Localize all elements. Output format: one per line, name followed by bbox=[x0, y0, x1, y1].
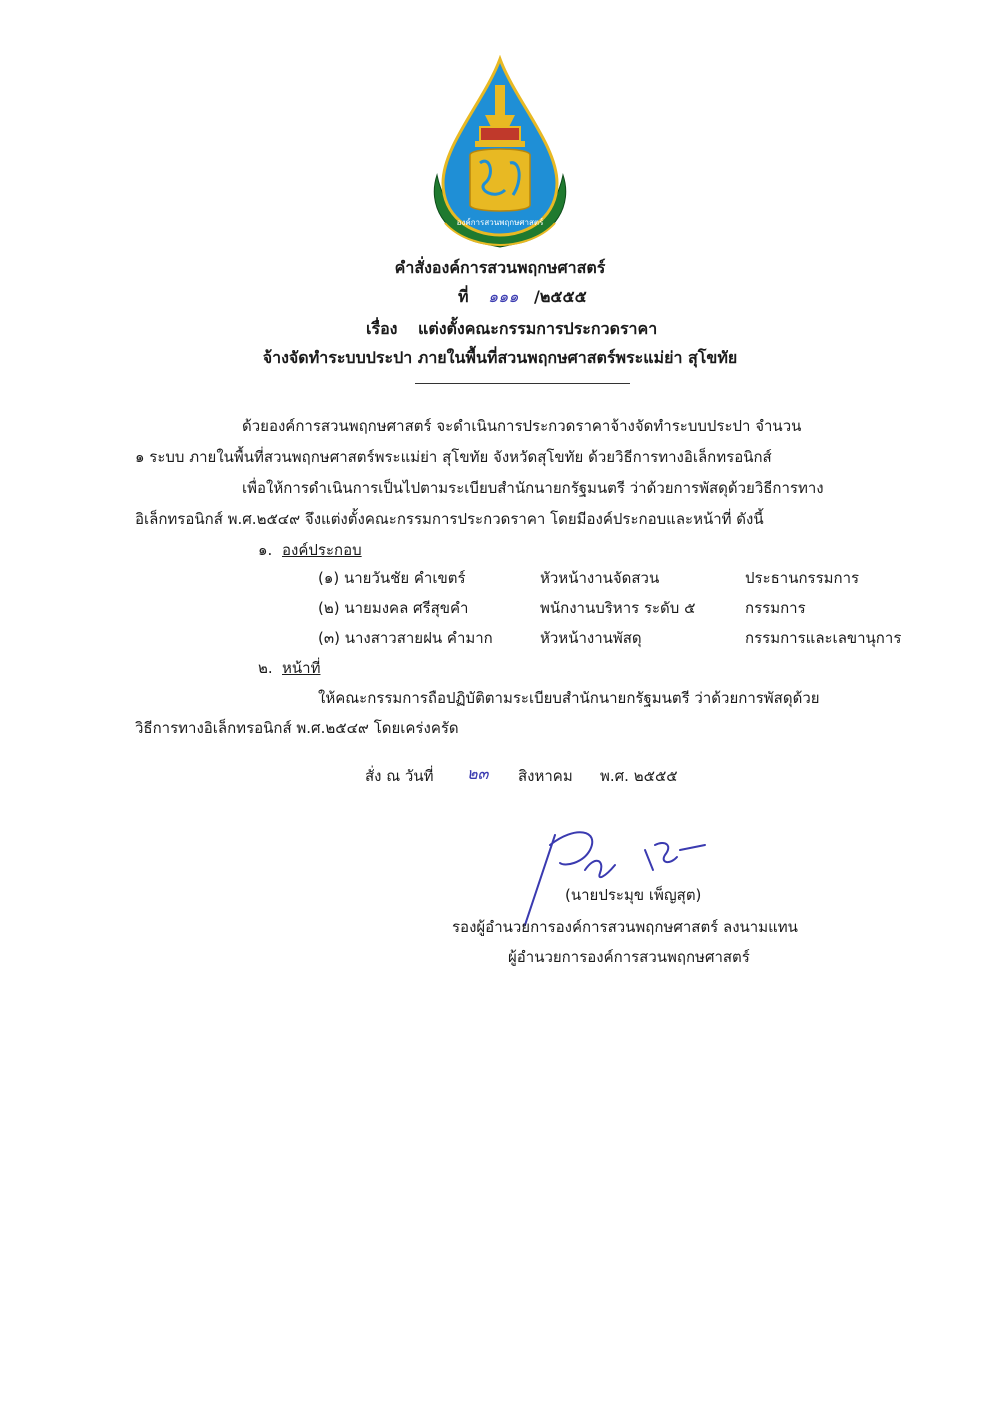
order-number-handwritten: ๑๑๑ bbox=[488, 287, 519, 306]
organization-logo bbox=[425, 55, 575, 250]
section-1-title: องค์ประกอบ bbox=[282, 541, 362, 559]
subject-line-2: จ้างจัดทำระบบประปา ภายในพื้นที่สวนพฤกษศาสตร์พระแม่ย่า สุโขทัย bbox=[262, 348, 738, 367]
signer-name: (นายประมุข เพ็ญสุต) bbox=[565, 886, 702, 904]
order-number-year: /๒๕๕๕ bbox=[534, 287, 587, 306]
member-3-name: (๓) นางสาวสายฝน คำมาก bbox=[318, 629, 493, 647]
logo-ring-text: องค์การสวนพฤกษศาสตร์ bbox=[456, 218, 544, 227]
duty-line-1: ให้คณะกรรมการถือปฏิบัติตามระเบียบสำนักนายกรัฐมนตรี ว่าด้วยการพัสดุด้วย bbox=[318, 689, 820, 707]
member-2-name: (๒) นายมงคล ศรีสุขคำ bbox=[318, 599, 469, 617]
member-2-position: พนักงานบริหาร ระดับ ๕ bbox=[540, 599, 696, 617]
signer-title-line-2: ผู้อำนวยการองค์การสวนพฤกษศาสตร์ bbox=[508, 948, 750, 966]
date-day-handwritten: ๒๓ bbox=[467, 764, 489, 783]
member-1-position: หัวหน้างานจัดสวน bbox=[540, 569, 660, 587]
order-number-prefix: ที่ bbox=[458, 287, 469, 306]
subject-label: เรื่อง bbox=[366, 319, 398, 338]
duty-line-2: วิธีการทางอิเล็กทรอนิกส์ พ.ศ.๒๕๔๙ โดยเคร่งครัด bbox=[135, 719, 459, 737]
member-3-role: กรรมการและเลขานุการ bbox=[745, 629, 902, 647]
member-2-role: กรรมการ bbox=[745, 599, 806, 617]
section-1-number: ๑. bbox=[258, 541, 273, 559]
order-title: คำสั่งองค์การสวนพฤกษศาสตร์ bbox=[394, 258, 606, 277]
paragraph-2-line-2: อิเล็กทรอนิกส์ พ.ศ.๒๕๔๙ จึงแต่งตั้งคณะกรรมการประกวดราคา โดยมีองค์ประกอบและหน้าที่ ดังนี้ bbox=[135, 510, 764, 528]
paragraph-2-line-1: เพื่อให้การดำเนินการเป็นไปตามระเบียบสำนักนายกรัฐมนตรี ว่าด้วยการพัสดุด้วยวิธีการทาง bbox=[242, 479, 824, 497]
paragraph-1-line-2: ๑ ระบบ ภายในพื้นที่สวนพฤกษศาสตร์พระแม่ย่า สุโขทัย จังหวัดสุโขทัย ด้วยวิธีการทางอิเล็กทรอนิกส์ bbox=[135, 448, 772, 466]
date-month: สิงหาคม bbox=[518, 767, 573, 785]
member-3-position: หัวหน้างานพัสดุ bbox=[540, 629, 642, 647]
paragraph-1-line-1: ด้วยองค์การสวนพฤกษศาสตร์ จะดำเนินการประกวดราคาจ้างจัดทำระบบประปา จำนวน bbox=[242, 417, 802, 435]
member-1-name: (๑) นายวันชัย คำเขตร์ bbox=[318, 569, 466, 587]
date-year: พ.ศ. ๒๕๕๕ bbox=[600, 767, 678, 785]
signer-title-line-1: รองผู้อำนวยการองค์การสวนพฤกษศาสตร์ ลงนามแทน bbox=[452, 918, 798, 936]
date-prefix: สั่ง ณ วันที่ bbox=[365, 767, 434, 785]
section-2-title: หน้าที่ bbox=[282, 659, 321, 677]
header-divider bbox=[415, 383, 630, 384]
member-1-role: ประธานกรรมการ bbox=[745, 569, 860, 587]
subject-line-1: แต่งตั้งคณะกรรมการประกวดราคา bbox=[418, 319, 658, 338]
section-2-number: ๒. bbox=[258, 659, 273, 677]
